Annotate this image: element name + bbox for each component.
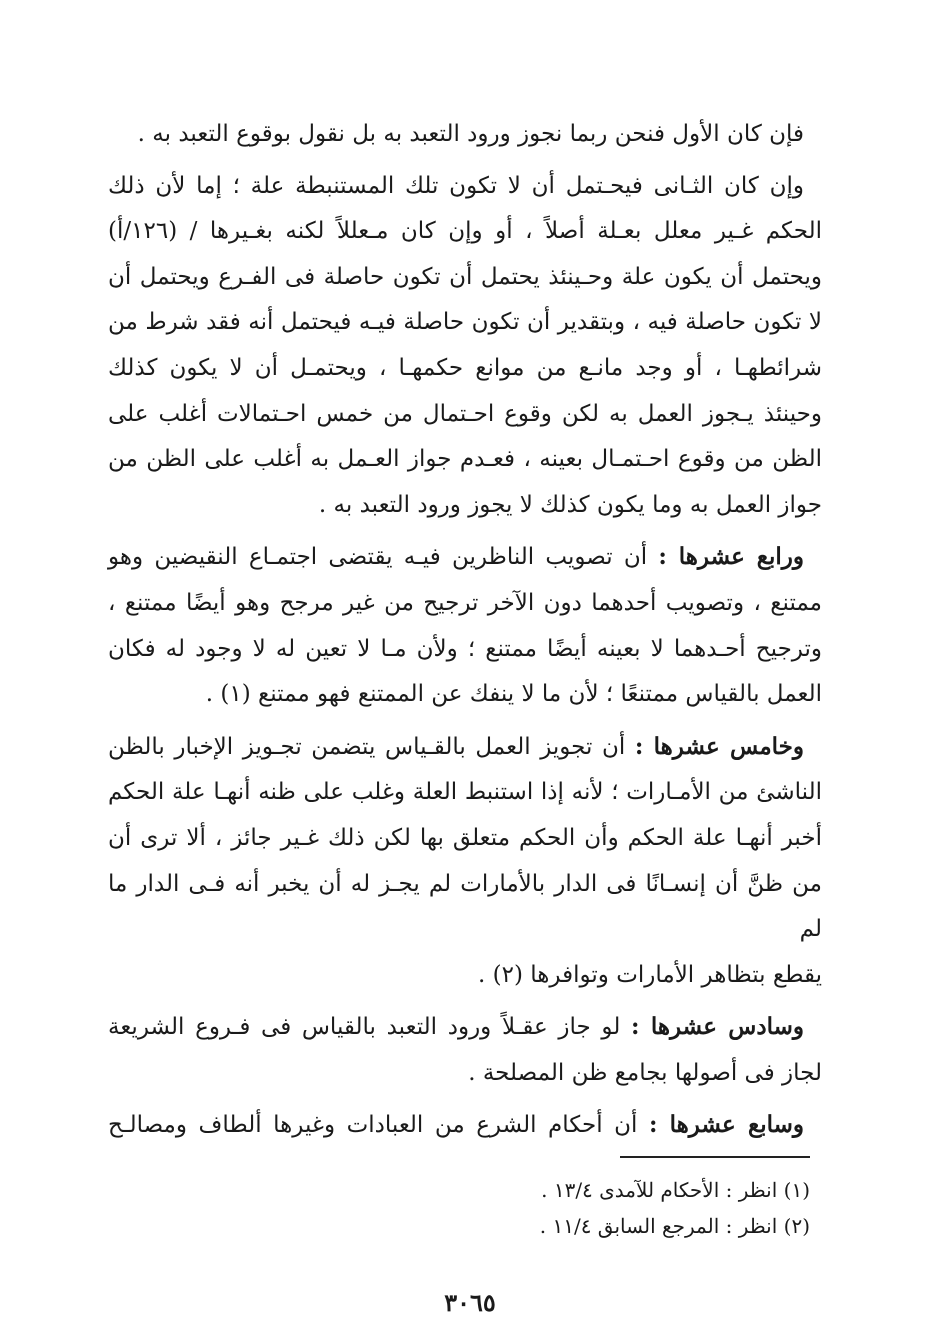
footnote-1: (١) انظر : الأحكام للآمدى ١٣/٤ . [541, 1178, 810, 1202]
paragraph-5 [108, 1004, 822, 1096]
text-line: الناشئ من الأمـارات ؛ لأنه إذا استنبط العلة وغلب على ظنه أنهـا علة الحكم [108, 779, 822, 806]
paragraph-2 [108, 164, 822, 529]
text-line: ممتنع ، وتصويب أحدهما دون الآخر ترجيح من غير مرجح وهو أيضًا ممتنع ، [108, 589, 822, 616]
page-number: ٣٠٦٥ [444, 1288, 496, 1317]
text-line: وترجيح أحـدهما لا بعينه أيضًا ممتنع ؛ ولأن مـا لا تعين له لا وجود له فكان [108, 635, 822, 662]
paragraph-1 [108, 112, 822, 158]
text-line: أخبر أنهـا علة الحكم وأن الحكم متعلق بها لكن ذلك غـير جائز ، ألا ترى أن [108, 824, 822, 851]
body-text [108, 112, 822, 1155]
paragraph-lead: وسابع عشرها : [648, 1111, 804, 1139]
text-line: وخامس عشرها : أن تجويز العمل بالقـياس يتضمن تجـويز الإخبار بالظن [108, 732, 804, 760]
text-line: وحينئذ يـجوز العمل به لكن وقوع احـتمال من خمس احـتمالات أغلب على [108, 400, 822, 427]
text-line: وسابع عشرها : أن أحكام الشرع من العبادات وغيرها ألطاف ومصالـح [108, 1111, 804, 1139]
paragraph-lead: وخامس عشرها : [634, 732, 804, 760]
text-line: شرائطهـا ، أو وجد مانـع من موانع حكمهـا ، ويحتمـل أن لا يكون كذلك [108, 354, 822, 381]
text-line: من ظنَّ أن إنسـانًا فى الدار بالأمارات لم يجـز له أن يخبر أنه فـى الدار ما لم [108, 870, 822, 943]
text-line: لجاز فى أصولها بجامع ظن المصلحة . [468, 1059, 822, 1086]
text-line: يقطع بتظاهر الأمارات وتوافرها (٢) . [478, 961, 822, 988]
paragraph-lead: وسادس عشرها : [631, 1013, 804, 1041]
footnote-2: (٢) انظر : المرجع السابق ١١/٤ . [539, 1214, 810, 1238]
paragraph-lead: ورابع عشرها : [658, 543, 805, 571]
paragraph-6 [108, 1102, 822, 1149]
text-line: لا تكون حاصلة فيه ، وبتقدير أن تكون حاصلة فيـه فيحتمل أنه فقد شرط من [108, 309, 822, 336]
text-line: الحكم غـير معلل بعـلة أصلاً ، أو وإن كان مـعللاً لكنه بغـيرها / (١٢٦/أ) [108, 218, 822, 245]
text-line: الظن من وقوع احـتمـال بعينه ، فعـدم جواز العـمل به أغلب على الظن من [108, 446, 822, 473]
footnote-divider [620, 1156, 810, 1158]
text-line: ويحتمل أن يكون علة وحـينئذ يحتمل أن تكون حاصلة فى الفـرع ويحتمل أن [108, 263, 822, 290]
paragraph-3 [108, 534, 822, 717]
text-line: وسادس عشرها : لو جاز عقـلاً ورود التعبد بالقياس فى فـروع الشريعة [108, 1013, 804, 1041]
footnotes [290, 1172, 810, 1244]
text-line: العمل بالقياس ممتنعًا ؛ لأن ما لا ينفك عن الممتنع فهو ممتنع (١) . [205, 681, 822, 708]
text-line: وإن كان الثـانى فيحـتمل أن لا تكون تلك المستنبطة علة ؛ إما لأن ذلك [108, 172, 804, 199]
text-line: ورابع عشرها : أن تصويب الناظرين فيـه يقتضى اجتمـاع النقيضين وهو [108, 543, 805, 571]
paragraph-4 [108, 724, 822, 999]
text-line: جواز العمل به وما يكون كذلك لا يجوز ورود التعبد به . [318, 491, 822, 518]
text-line: فإن كان الأول فنحن ربما نجوز ورود التعبد به بل نقول بوقوع التعبد به . [137, 121, 804, 147]
